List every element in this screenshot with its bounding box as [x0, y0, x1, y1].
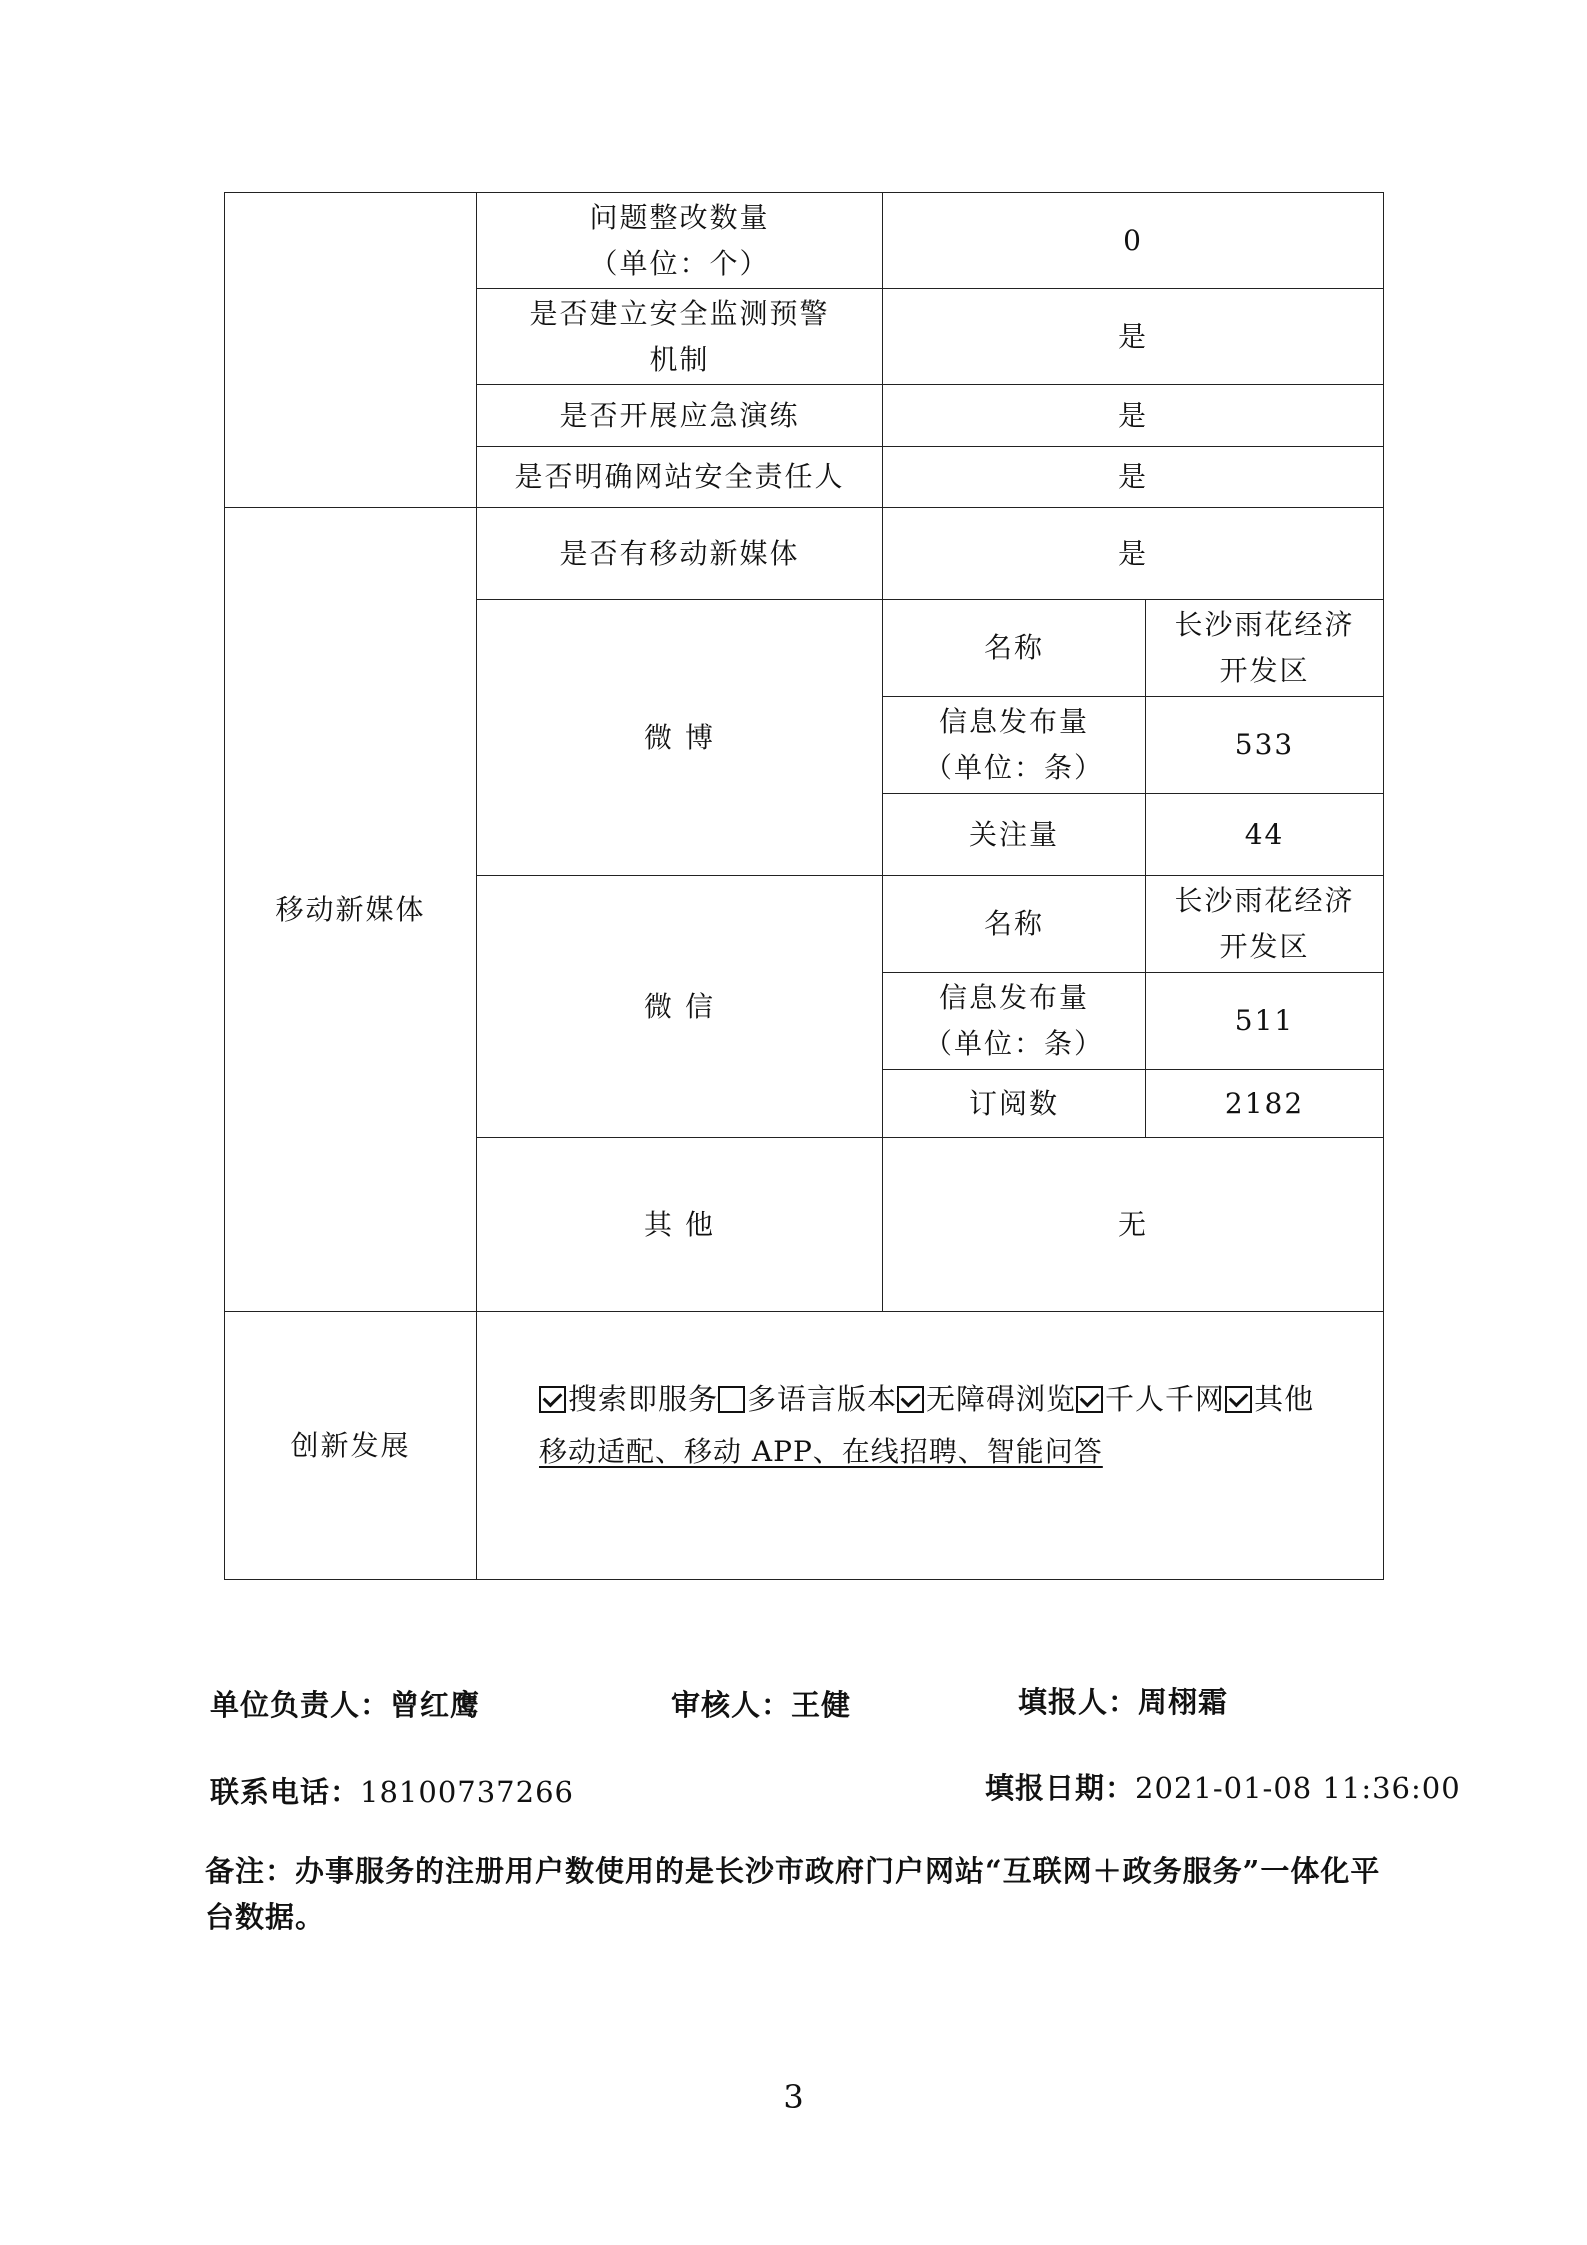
weibo-name-value: 长沙雨花经济 开发区: [1146, 600, 1384, 697]
checkbox-checked-icon[interactable]: [1076, 1386, 1103, 1413]
option-multilingual[interactable]: 多语言版本: [718, 1382, 897, 1416]
wechat-posts-label: 信息发布量 （单位：条）: [883, 973, 1146, 1070]
option-personalized[interactable]: 千人千网: [1076, 1382, 1225, 1416]
remark-note: 备注：办事服务的注册用户数使用的是长沙市政府门户网站“互联网＋政务服务”一体化平台数据。: [205, 1854, 1381, 1934]
row-value: 是: [883, 385, 1384, 447]
report-table: [224, 192, 1384, 1580]
innovation-options: [539, 1376, 1365, 1475]
reviewer: 审核人：王健: [671, 1688, 852, 1722]
table-row: [225, 1312, 1384, 1580]
responsible-person: 单位负责人：曾红鹰: [210, 1688, 481, 1722]
innovation-section-label: 创新发展: [225, 1312, 477, 1580]
contact-phone: 联系电话：18100737266: [210, 1775, 574, 1809]
weibo-followers-label: 关注量: [883, 794, 1146, 876]
innovation-other-text: 移动适配、移动 APP、在线招聘、智能问答: [539, 1435, 1103, 1468]
option-other[interactable]: 其他: [1225, 1382, 1314, 1416]
has-mobile-media-value: 是: [883, 508, 1384, 600]
table-row: [225, 508, 1384, 600]
wechat-name-value: 长沙雨花经济 开发区: [1146, 876, 1384, 973]
fill-date: 填报日期：2021-01-08 11:36:00: [985, 1771, 1461, 1805]
filler: 填报人：周栩霜: [1018, 1685, 1229, 1719]
weibo-posts-label: 信息发布量 （单位：条）: [883, 697, 1146, 794]
wechat-subs-value: 2182: [1146, 1070, 1384, 1138]
security-section-cell: [225, 193, 477, 508]
weibo-posts-value: 533: [1146, 697, 1384, 794]
has-mobile-media-label: 是否有移动新媒体: [477, 508, 883, 600]
innovation-options-cell: [477, 1312, 1384, 1580]
weibo-name-label: 名称: [883, 600, 1146, 697]
other-media-label: 其 他: [477, 1138, 883, 1312]
table-row: [225, 193, 1384, 289]
row-value: 是: [883, 447, 1384, 508]
option-search-service[interactable]: 搜索即服务: [539, 1382, 718, 1416]
row-value: 是: [883, 289, 1384, 385]
checkbox-checked-icon[interactable]: [1225, 1386, 1252, 1413]
row-label: 问题整改数量 （单位：个）: [477, 193, 883, 289]
wechat-label: 微 信: [477, 876, 883, 1138]
row-label: 是否建立安全监测预警 机制: [477, 289, 883, 385]
wechat-subs-label: 订阅数: [883, 1070, 1146, 1138]
row-label: 是否明确网站安全责任人: [477, 447, 883, 508]
mobile-section-label: 移动新媒体: [225, 508, 477, 1312]
wechat-posts-value: 511: [1146, 973, 1384, 1070]
weibo-label: 微 博: [477, 600, 883, 876]
checkbox-checked-icon[interactable]: [897, 1386, 924, 1413]
other-media-value: 无: [883, 1138, 1384, 1312]
page-number: 3: [783, 2078, 804, 2116]
row-label: 是否开展应急演练: [477, 385, 883, 447]
weibo-followers-value: 44: [1146, 794, 1384, 876]
checkbox-unchecked-icon[interactable]: [718, 1386, 745, 1413]
checkbox-checked-icon[interactable]: [539, 1386, 566, 1413]
option-accessibility[interactable]: 无障碍浏览: [897, 1382, 1076, 1416]
row-value: 0: [883, 193, 1384, 289]
wechat-name-label: 名称: [883, 876, 1146, 973]
